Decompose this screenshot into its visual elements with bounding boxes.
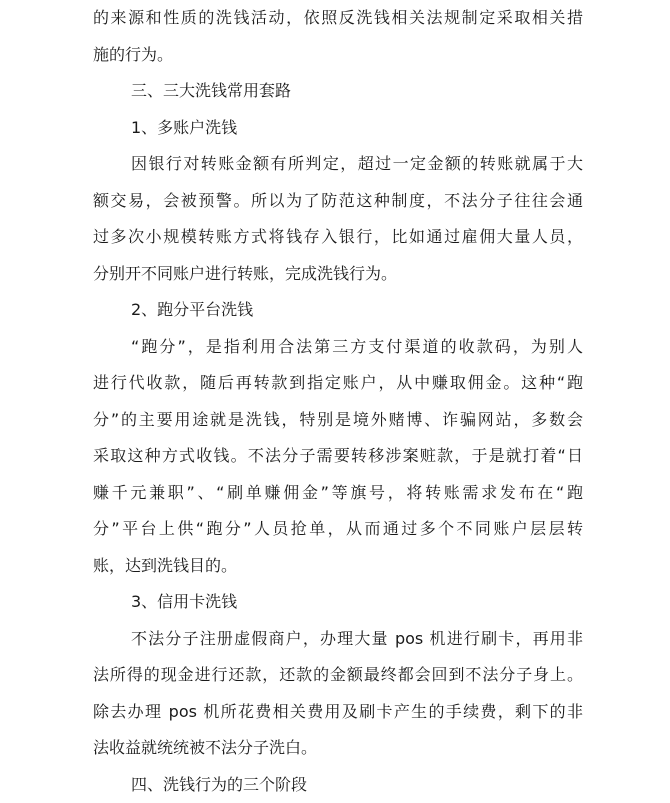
text-line: 分”平台上供“跑分”人员抢单，从而通过多个不同账户层层转	[93, 511, 583, 548]
subsection-heading: 2、跑分平台洗钱	[93, 292, 583, 329]
subsection-heading: 1、多账户洗钱	[93, 110, 583, 147]
text-line: 采取这种方式收钱。不法分子需要转移涉案赃款，于是就打着“日	[93, 438, 583, 475]
text-line: 赚千元兼职”、“刷单赚佣金”等旗号，将转账需求发布在“跑	[93, 475, 583, 512]
text-line: 因银行对转账金额有所判定，超过一定金额的转账就属于大	[93, 146, 583, 183]
text-line: 过多次小规模转账方式将钱存入银行，比如通过雇佣大量人员，	[93, 219, 583, 256]
text-line: 法所得的现金进行还款，还款的金额最终都会回到不法分子身上。	[93, 657, 583, 694]
text-line: 除去办理 pos 机所花费相关费用及刷卡产生的手续费，剩下的非	[93, 694, 583, 731]
section-heading: 三、三大洗钱常用套路	[93, 73, 583, 110]
subsection-heading: 3、信用卡洗钱	[93, 584, 583, 621]
document-page	[93, 0, 583, 803]
section-heading: 四、洗钱行为的三个阶段	[93, 767, 583, 803]
text-line: 账，达到洗钱目的。	[93, 548, 583, 585]
text-line: 施的行为。	[93, 37, 583, 74]
text-line: 进行代收款，随后再转款到指定账户，从中赚取佣金。这种“跑	[93, 365, 583, 402]
text-line: 法收益就统统被不法分子洗白。	[93, 730, 583, 767]
text-line: 额交易，会被预警。所以为了防范这种制度，不法分子往往会通	[93, 183, 583, 220]
text-line: 的来源和性质的洗钱活动，依照反洗钱相关法规制定采取相关措	[93, 0, 583, 37]
text-line: “跑分”，是指利用合法第三方支付渠道的收款码，为别人	[93, 329, 583, 366]
text-line: 分别开不同账户进行转账，完成洗钱行为。	[93, 256, 583, 293]
text-line: 分”的主要用途就是洗钱，特别是境外赌博、诈骗网站，多数会	[93, 402, 583, 439]
text-line: 不法分子注册虚假商户，办理大量 pos 机进行刷卡，再用非	[93, 621, 583, 658]
